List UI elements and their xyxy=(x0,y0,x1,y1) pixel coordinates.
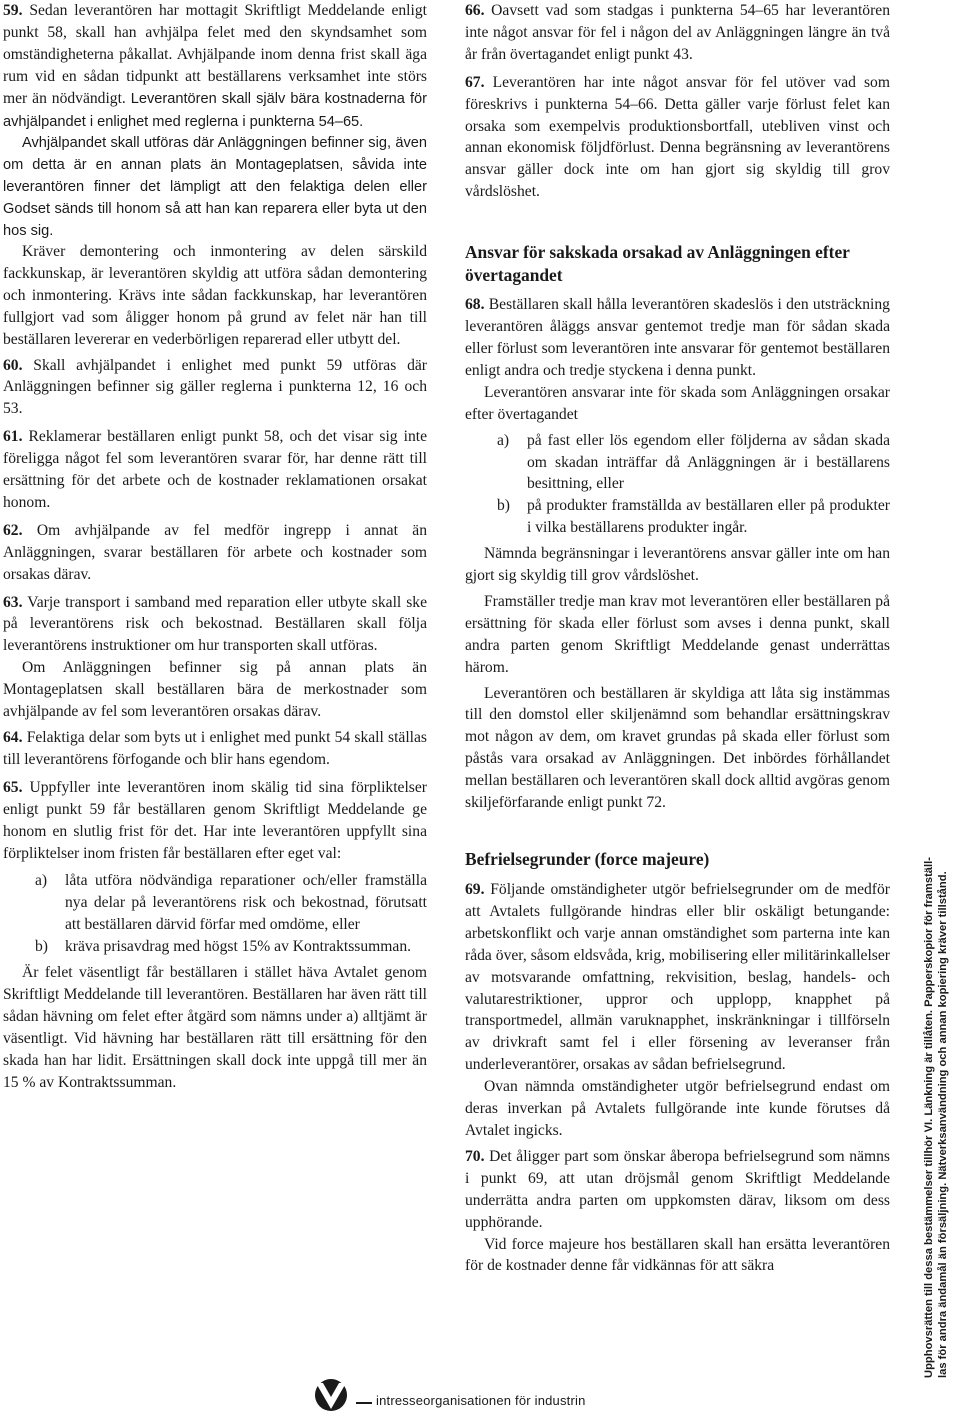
copyright-line: las för andra ändamål än försäljning. Nätverksanvändning och annan kopiering kräver tillstånd. xyxy=(937,871,949,1378)
organisation-logo xyxy=(308,1378,354,1415)
list-item xyxy=(465,495,890,539)
paragraph-number: 63. xyxy=(3,593,23,611)
paragraph-text: Oavsett vad som stadgas i punkterna 54–65 har leverantören inte något ansvar för fel i någon del av Anläggningen längre än två år från övertagandet enligt punkt 43. xyxy=(465,2,890,63)
paragraph-62 xyxy=(3,520,427,586)
paragraph-text: Krävs inte sådan fackkunskap, har leverantören fullgjort vad som åligger honom på grund av felet när han till beställaren levererar en vederbörligen reparerad eller utbytt del. xyxy=(3,286,427,348)
paragraph-70 xyxy=(465,1146,890,1234)
paragraph-number: 65. xyxy=(3,778,23,796)
paragraph-69-cont: Ovan nämnda omständigheter utgör befrielsegrund endast om deras inverkan på Avtalets fullgörande inte kunde förutses då Avtalet ingicks. xyxy=(465,1078,890,1139)
paragraph-number: 66. xyxy=(465,2,485,19)
paragraph-text: Detta gäller varje förlust felet kan orsaka som exempelvis produktionsbortfall, utebliven vinst och annan ekonomisk följdförlust. Denna begränsning av leverantörens ansvar gäller dock inte om han gjort sig skyldig till grov vårdslöshet. xyxy=(465,95,890,201)
list-item xyxy=(3,870,427,936)
list-item-text: låta utföra nödvändiga reparationer och/eller framställa nya delar på leverantörens risk och bekostnad, förutsatt att beställaren därvid förfar med omdöme, eller xyxy=(65,872,427,934)
paragraph-65 xyxy=(3,777,427,865)
paragraph-number: 61. xyxy=(3,428,23,446)
paragraph-text: Leverantören skall själv bära kostnaderna för avhjälpandet i enlighet med reglerna i punkterna 54–65. xyxy=(3,90,427,130)
paragraph-64 xyxy=(3,727,427,771)
paragraph-number: 64. xyxy=(3,729,23,746)
paragraph-65-cont: Är felet väsentligt får beställaren i stället häva Avtalet genom Skriftligt Meddelande till leverantören. Beställaren har även rätt till sådan hävning om felet efter åtgärd som nämns under a) alltjämt är väsentligt. Vid hävning har beställaren rätt till ersättning för den skada han har lidit. Ersättningen skall dock inte uppgå till mer än 15 % av Kontraktssumman. xyxy=(3,964,427,1091)
paragraph-61 xyxy=(3,426,427,514)
paragraph-68-cont-1: Leverantören ansvarar inte för skada som Anläggningen orsakar efter övertagandet xyxy=(465,383,890,423)
right-column xyxy=(465,0,890,1281)
section-heading: Befrielsegrunder (force majeure) xyxy=(465,849,710,869)
paragraph-63 xyxy=(3,592,427,658)
paragraph-text: Felaktiga delar som byts ut i enlighet med punkt 54 skall ställas till leverantörens förfogande och blir hans egendom. xyxy=(3,729,427,768)
paragraph-67 xyxy=(465,72,890,203)
paragraph-number: 67. xyxy=(465,73,485,91)
paragraph-59-cont-2 xyxy=(3,241,427,351)
organisation-name: intresseorganisationen för industrin xyxy=(376,1393,586,1408)
list-item-text: på produkter framställda av beställaren eller på produkter i vilka beställarens produkter ingår. xyxy=(527,497,890,537)
paragraph-text: Uppfyller inte leverantören inom skälig tid sina förpliktelser enligt punkt 59 får beställaren genom Skriftligt Meddelande ge honom en slutlig frist för det. Har inte leverantören uppfyllt sina förpliktelser inom fristen får beställaren efter eget val: xyxy=(3,778,427,862)
paragraph-number: 62. xyxy=(3,521,23,539)
paragraph-text: Beställaren skall hålla leverantören skadeslös i den utsträckning leverantören åläggs ansvar gentemot tredje man för sådan skada eller förlust som leverantören inte ansvarar för gentemot beställaren enligt andra och tredje styckena i denna punkt. xyxy=(465,296,890,379)
list-item-label: b) xyxy=(35,938,48,956)
paragraph-text: Följande omständigheter utgör befrielsegrunder om de medför att Avtalets fullgörande hindras eller blir oskäligt betungande: arbetskonflikt och varje annan omständighet som parterna inte kan råda över, såsom eldsvåda, krig, mobilisering eller militärinkallelser av motsvarande omfattning, rekvisition, beslag, handels- och valutarestriktioner, uppror och upplopp, knapphet på transportmedel, allmän varuknapphet, inskränkningar i tillförseln av drivkraft samt fel i eller försening av leveranser från underleverantörer, orsakas av sådan befrielsegrund. xyxy=(465,881,890,1074)
paragraph-text: Reklamerar beställaren enligt punkt 58, och det visar sig inte föreligga något fel som leverantören svarar för, har denne rätt till ersättning för det arbete och de kostnader reklamationen orsakat honom. xyxy=(3,428,427,511)
paragraph-68-cont-3: Framställer tredje man krav mot leverantören eller beställaren på ersättning för skada eller förlust som avses i denna punkt, skall andra parten genom Skriftligt Meddelande genast underrättas härom. xyxy=(465,592,890,676)
list-item-label: a) xyxy=(35,872,48,890)
section-heading: Ansvar för sakskada orsakad av Anläggningen efter övertagandet xyxy=(465,242,850,286)
paragraph-59-cont-1: Avhjälpandet skall utföras där Anläggningen befinner sig, även om detta är en annan plats än Montageplatsen, såvida inte leverantören finner det lämpligt att den felaktiga delen eller Godset sänds till honom så att han kan reparera eller byta ut den hos sig. xyxy=(3,135,427,240)
paragraph-text: Det åligger part som önskar åberopa befrielsegrund som nämns i punkt 69, att utan dröjsmål genom Skriftligt Meddelande underrätta andra parten om uppkomsten därav, liksom om dess upphörande. xyxy=(465,1147,890,1231)
paragraph-63-cont: Om Anläggningen befinner sig på annan plats än Montageplatsen skall beställaren bära de merkostnader som avhjälpande av fel som leverantören orsakas därav. xyxy=(3,659,427,721)
left-column xyxy=(3,0,427,1098)
paragraph-text: Kräver demontering och inmontering av delen särskild fackkunskap, är leverantören skyldig att utföra sådan demontering och inmontering. xyxy=(3,242,427,304)
list-item-label: b) xyxy=(497,497,510,515)
paragraph-number: 60. xyxy=(3,356,23,374)
paragraph-number: 69. xyxy=(465,881,485,898)
option-list xyxy=(465,430,890,540)
footer-dash xyxy=(356,1402,372,1404)
paragraph-text: Varje transport i samband med reparation eller utbyte skall ske på leverantörens risk och bekostnad. Beställaren skall följa leverantörens instruktioner om hur transporten skall utföras. xyxy=(3,593,427,655)
option-list xyxy=(3,870,427,958)
paragraph-68-cont-4: Leverantören och beställaren är skyldiga att låta sig instämmas till den domstol eller skiljenämnd som behandlar ersättningskrav mot någon av dem, om kravet grundas på skada eller förlust som påstås vara orsakad av Anläggningen. Det inbördes förhållandet mellan beställaren och leverantören skall dock alltid avgöras genom skiljeförfarande enligt punkt 72. xyxy=(465,684,890,812)
paragraph-number: 68. xyxy=(465,296,485,314)
paragraph-text: Skall avhjälpandet i enlighet med punkt 59 utföras där Anläggningen befinner sig gäller reglerna i punkterna 12, 16 och 53. xyxy=(3,356,427,418)
paragraph-text: Om avhjälpande av fel medför ingrepp i annat än Anläggningen, svarar beställaren för arbete och kostnader som orsakas därav. xyxy=(3,521,428,583)
list-item-label: a) xyxy=(497,431,510,449)
list-item xyxy=(3,936,427,958)
copyright-line: Upphovsrätten till dessa bestämmelser tillhör VI. Länkning är tillåten. Papperskopior för framställ- xyxy=(923,857,935,1378)
paragraph-68-cont-2: Nämnda begränsningar i leverantörens ansvar gäller inte om han gjort sig skyldig till grov vårdslöshet. xyxy=(465,545,890,585)
paragraph-68 xyxy=(465,294,890,382)
paragraph-text: Leverantören har inte något ansvar för fel utöver vad som föreskrivs i punkterna 54–66. xyxy=(465,73,890,113)
paragraph-text: Sedan leverantören har mottagit Skriftligt Meddelande enligt punkt 58, skall han avhjälpa felet med den skyndsamhet som omständigheterna påkallat. Avhjälpande inom denna frist skall äga rum vid en sådan tidpunkt att beställarens verksamhet inte störs mer än nödvändigt. xyxy=(3,2,427,107)
list-item-text: på fast eller lös egendom eller följderna av sådan skada om skadan inträffar då Anläggningen är i beställarens besittning, eller xyxy=(527,431,890,493)
paragraph-number: 70. xyxy=(465,1147,485,1165)
paragraph-59 xyxy=(3,0,427,133)
paragraph-number: 59. xyxy=(3,2,23,19)
paragraph-66 xyxy=(465,0,890,66)
paragraph-69 xyxy=(465,879,890,1076)
copyright-note xyxy=(922,498,950,1378)
paragraph-70-cont: Vid force majeure hos beställaren skall han ersätta leverantören för de kostnader denne får vidkännas för att säkra xyxy=(465,1235,890,1275)
list-item-text: kräva prisavdrag med högst 15% av Kontraktssumman. xyxy=(65,938,412,956)
list-item xyxy=(465,430,890,496)
paragraph-60 xyxy=(3,355,427,421)
